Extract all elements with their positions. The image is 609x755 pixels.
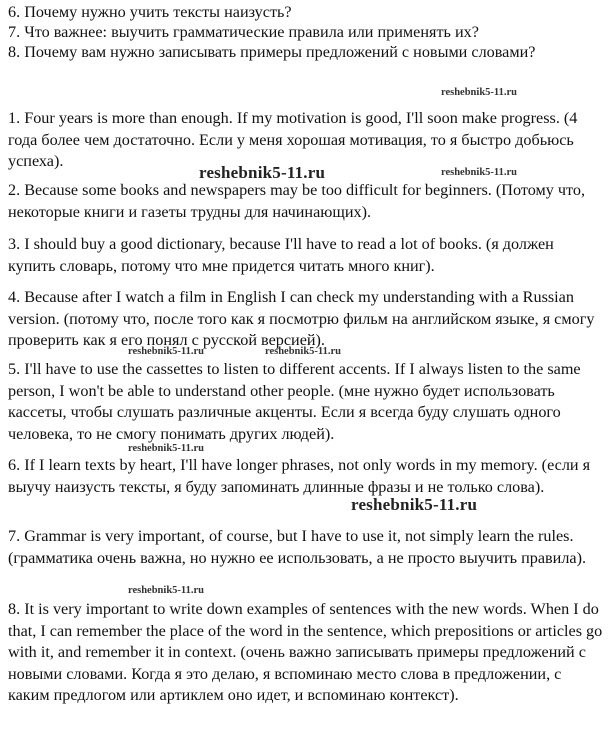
- answer-1: 1. Four years is more than enough. If my motivation is good, I'll soon make progress. (4 года более чем достаточно. Если у меня хорошая мотивация, то я быстро добьюсь успеха).: [8, 109, 578, 170]
- answer-3: 3. I should buy a good dictionary, because I'll have to read a lot of books. (я должен купить словарь, потому что мне придется читать много книг).: [8, 235, 554, 275]
- answer-7: 7. Grammar is very important, of course, but I have to use it, not simply learn the rules. (грамматика очень важна, но нужно ее использовать, а не просто выучить правила).: [8, 527, 587, 567]
- answer-5: 5. I'll have to use the cassettes to listen to different accents. If I always listen to the same person, I won't be able to understand other people. (мне нужно будет использовать кассеты, чтобы слушать различные акценты. Если я всегда буду слушать одного человека, то не смогу понимать других людей).: [8, 360, 581, 443]
- question-8: 8. Почему вам нужно записывать примеры предложений с новыми словами?: [8, 43, 536, 61]
- watermark-small: reshebnik5-11.ru: [265, 346, 341, 357]
- watermark-small: reshebnik5-11.ru: [128, 585, 204, 596]
- answer-2: 2. Because some books and newspapers may be too difficult for beginners. (Потому что, некоторые книги и газеты трудны для начинающих).: [8, 181, 586, 221]
- watermark-small: reshebnik5-11.ru: [128, 346, 204, 357]
- answer-8: 8. It is very important to write down examples of sentences with the new words. When I do that, I can remember the place of the word in the sentence, which prepositions or articles go with it, and remember it in context. (очень важно записывать примеры предложений с новыми словами. Когда я это делаю, я вспоминаю место слова в предложении, с каким предлогом или артиклем оно идет, и вспоминаю контекст).: [8, 600, 603, 704]
- answer-6: 6. If I learn texts by heart, I'll have longer phrases, not only words in my memory. (если я выучу наизусть тексты, я буду запоминать длинные фразы и не только слова).: [8, 456, 591, 496]
- question-7: 7. Что важнее: выучить грамматические правила или применять их?: [8, 23, 479, 41]
- watermark-small: reshebnik5-11.ru: [441, 167, 517, 178]
- watermark-large: reshebnik5-11.ru: [199, 163, 326, 182]
- answer-4: 4. Because after I watch a film in English I can check my understanding with a Russian version. (потому что, после того как я посмотрю фильм на английском языке, я смогу проверить как я его понял с русской версией).: [8, 288, 595, 349]
- watermark-small: reshebnik5-11.ru: [128, 443, 204, 454]
- watermark-large: reshebnik5-11.ru: [351, 495, 478, 514]
- watermark-small: reshebnik5-11.ru: [441, 87, 517, 98]
- question-6: 6. Почему нужно учить тексты наизусть?: [8, 3, 292, 21]
